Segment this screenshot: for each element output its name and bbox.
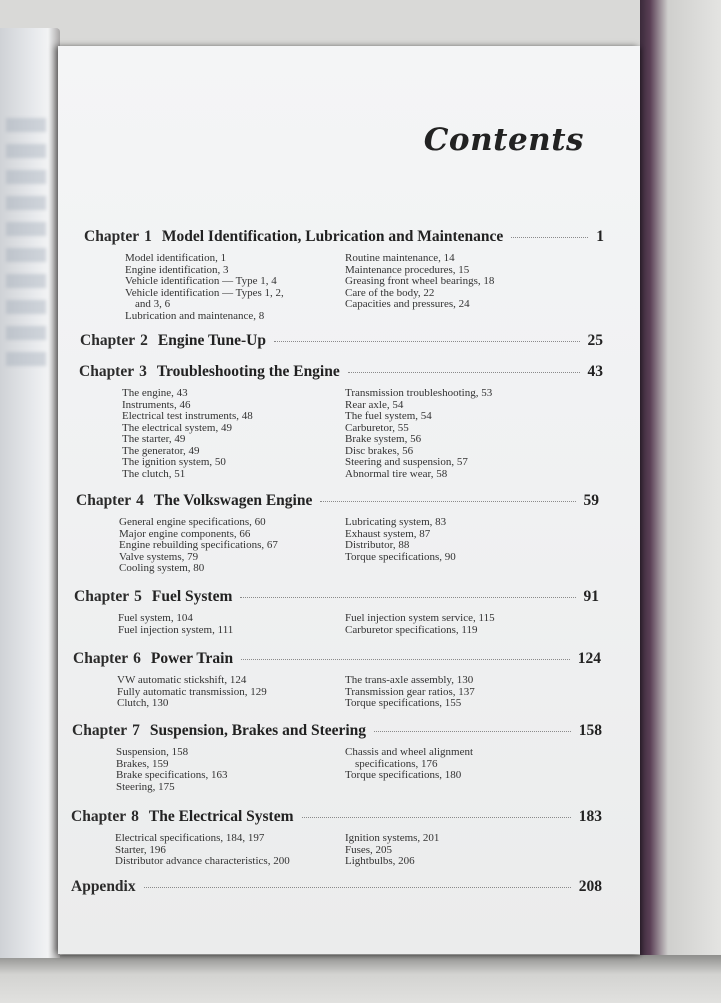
chapter-entry[interactable] [76,492,599,575]
topic-item[interactable]: Lubricating system, 83 [345,516,447,528]
chapter-label-text: Chapter [73,650,129,667]
topic-item[interactable]: Transmission gear ratios, 137 [345,685,475,698]
chapter-topics [74,613,599,636]
chapter-label-text: Chapter [74,588,130,605]
topic-item[interactable]: Carburetor specifications, 119 [345,623,478,636]
topics-column-right [345,613,495,636]
topic-item[interactable]: Fuel injection system, 111 [118,623,234,636]
topic-item[interactable]: Fully automatic transmission, 129 [117,685,267,698]
chapter-heading [73,650,601,672]
chapter-label [79,363,147,381]
background-bottom [0,955,721,1003]
topic-item[interactable]: Abnormal tire wear, 58 [345,467,448,480]
chapter-entry[interactable] [80,332,603,354]
chapter-title: Engine Tune-Up [157,332,266,349]
dot-leader [241,658,570,660]
topic-item[interactable]: Valve systems, 79 [119,550,199,563]
chapter-heading [80,332,603,354]
chapter-title: Fuel System [151,588,233,605]
topic-item[interactable]: Brake specifications, 163 [116,769,228,781]
page-number: 43 [587,363,603,380]
chapter-label [84,228,152,246]
topics-column-right [345,388,492,480]
chapter-label-text: Chapter [72,722,128,739]
chapter-label-text: Appendix [71,878,136,895]
topic-item[interactable]: Rear axle, 54 [345,398,404,411]
topic-item[interactable]: Electrical test instruments, 48 [122,410,253,422]
page-number: 158 [578,722,602,739]
chapter-topics [73,675,601,710]
chapter-label-text: Chapter [84,228,140,245]
dot-leader [348,371,580,373]
chapter-topics [79,388,603,480]
chapter-heading [79,363,603,385]
topic-item[interactable]: Distributor advance characteristics, 200 [115,855,290,867]
topic-item[interactable]: The starter, 49 [122,433,186,445]
topic-item[interactable]: Fuel injection system service, 115 [345,612,495,624]
chapter-entry[interactable] [73,650,601,710]
topic-item[interactable]: Disc brakes, 56 [345,444,414,457]
dot-leader [144,886,571,888]
topic-item[interactable]: Steering, 175 [116,780,175,793]
dot-leader [511,236,588,238]
topics-column-left [119,517,345,575]
dot-leader [302,816,571,818]
topic-item[interactable]: Care of the body, 22 [345,286,435,299]
topics-column-right [345,253,494,322]
topic-item[interactable]: Lightbulbs, 206 [345,855,415,867]
topic-item[interactable]: and 3, 6 [135,298,171,310]
topic-item[interactable]: Cooling system, 80 [119,562,205,574]
dot-leader [320,500,575,502]
chapter-entry[interactable] [84,228,604,322]
dot-leader [374,730,571,732]
topic-item[interactable]: Clutch, 130 [117,697,169,709]
topic-item[interactable]: Exhaust system, 87 [345,527,431,540]
chapter-entry[interactable] [79,363,603,480]
chapter-heading [84,228,604,250]
topic-item[interactable]: Brake system, 56 [345,433,422,445]
topic-item[interactable]: Maintenance procedures, 15 [345,263,470,276]
dot-leader [240,596,575,598]
chapter-label [74,588,142,606]
chapter-heading [74,588,599,610]
page-number: 1 [596,228,604,245]
topics-column-right [345,747,473,793]
page-number: 25 [587,332,603,349]
topic-item[interactable]: Vehicle identification — Types 1, 2, [125,286,284,299]
topic-item[interactable]: Lubrication and maintenance, 8 [125,309,265,322]
topic-item[interactable]: Major engine components, 66 [119,527,251,540]
topic-item[interactable]: Model identification, 1 [125,252,227,264]
topics-column-right [345,833,439,868]
chapter-label [71,878,136,896]
topic-item[interactable]: The electrical system, 49 [122,421,232,434]
topic-item[interactable]: The ignition system, 50 [122,456,226,468]
chapter-number: 2 [140,332,148,349]
topic-item[interactable]: Brakes, 159 [116,757,169,770]
chapter-topics [84,253,604,322]
topic-item[interactable]: Torque specifications, 180 [345,769,462,781]
chapter-number: 3 [139,363,147,380]
chapter-label [71,808,139,826]
topic-item[interactable]: Chassis and wheel alignment [345,746,474,758]
chapter-entry[interactable] [71,808,602,868]
topic-item[interactable]: Engine rebuilding specifications, 67 [119,539,278,551]
chapter-number: 8 [131,808,139,825]
chapter-heading [76,492,599,514]
topic-item[interactable]: Starter, 196 [115,843,166,856]
topic-item[interactable]: Steering and suspension, 57 [345,456,468,468]
chapter-entry[interactable] [72,722,602,793]
chapter-number: 1 [144,228,152,245]
chapter-heading [71,878,602,900]
chapter-title: Model Identification, Lubrication and Maintenance [161,228,504,245]
topics-column-left [125,253,345,322]
chapter-title: The Volkswagen Engine [153,492,313,509]
chapter-topics [76,517,599,575]
topic-item[interactable]: Carburetor, 55 [345,421,409,434]
topic-item[interactable]: Ignition systems, 201 [345,832,440,844]
page-title: Contents [423,122,584,158]
topics-column-left [117,675,345,710]
chapter-label [80,332,148,350]
chapter-topics [71,833,602,868]
topic-item[interactable]: Fuses, 205 [345,843,393,856]
page-number: 124 [577,650,601,667]
topic-item[interactable]: The fuel system, 54 [345,410,432,422]
chapter-label-text: Chapter [76,492,132,509]
topic-item[interactable]: Routine maintenance, 14 [345,252,455,264]
topic-item[interactable]: Suspension, 158 [116,746,189,758]
topics-column-right [345,675,475,710]
topic-item[interactable]: VW automatic stickshift, 124 [117,674,247,686]
topic-item[interactable]: Engine identification, 3 [125,263,229,276]
topic-item[interactable]: Greasing front wheel bearings, 18 [345,275,495,287]
topic-item[interactable]: General engine specifications, 60 [119,516,266,528]
chapter-heading [71,808,602,830]
chapter-topics [72,747,602,793]
chapter-label [76,492,144,510]
contents-page [58,46,640,954]
chapter-number: 5 [134,588,142,605]
topic-item[interactable]: The engine, 43 [122,387,188,399]
page-number: 91 [583,588,599,605]
chapter-label-text: Chapter [79,363,135,380]
topics-column-left [122,388,345,480]
chapter-label [72,722,140,740]
topics-column-left [115,833,345,868]
topic-item[interactable]: Transmission troubleshooting, 53 [345,387,493,399]
chapter-number: 6 [133,650,141,667]
topic-item[interactable]: The trans-axle assembly, 130 [345,674,474,686]
chapter-label-text: Chapter [71,808,127,825]
background-right [640,0,721,1003]
topic-item[interactable]: Electrical specifications, 184, 197 [115,832,265,844]
topics-column-right [345,517,456,575]
page-number: 183 [578,808,602,825]
topic-item[interactable]: specifications, 176 [355,757,438,770]
chapter-title: The Electrical System [148,808,294,825]
topic-item[interactable]: Fuel system, 104 [118,612,193,624]
chapter-title: Suspension, Brakes and Steering [149,722,367,739]
chapter-label-text: Chapter [80,332,136,349]
topic-item[interactable]: The generator, 49 [122,444,200,457]
chapter-entry[interactable] [71,878,602,900]
topic-item[interactable]: The clutch, 51 [122,467,186,480]
topics-column-left [116,747,345,793]
topic-item[interactable]: Instruments, 46 [122,398,191,411]
topic-item[interactable]: Capacities and pressures, 24 [345,298,470,310]
chapter-number: 4 [136,492,144,509]
topic-item[interactable]: Torque specifications, 155 [345,697,462,709]
topic-item[interactable]: Vehicle identification — Type 1, 4 [125,275,277,287]
chapter-title: Power Train [150,650,234,667]
page-number: 208 [578,878,602,895]
previous-page-edge [0,28,60,958]
chapter-label [73,650,141,668]
chapter-number: 7 [132,722,140,739]
dot-leader [274,340,580,342]
chapter-heading [72,722,602,744]
topics-column-left [118,613,345,636]
chapter-title: Troubleshooting the Engine [156,363,340,380]
topic-item[interactable]: Distributor, 88 [345,539,410,551]
page-number: 59 [583,492,599,509]
topic-item[interactable]: Torque specifications, 90 [345,550,456,563]
bleed-through-text [6,118,46,378]
chapter-entry[interactable] [74,588,599,636]
